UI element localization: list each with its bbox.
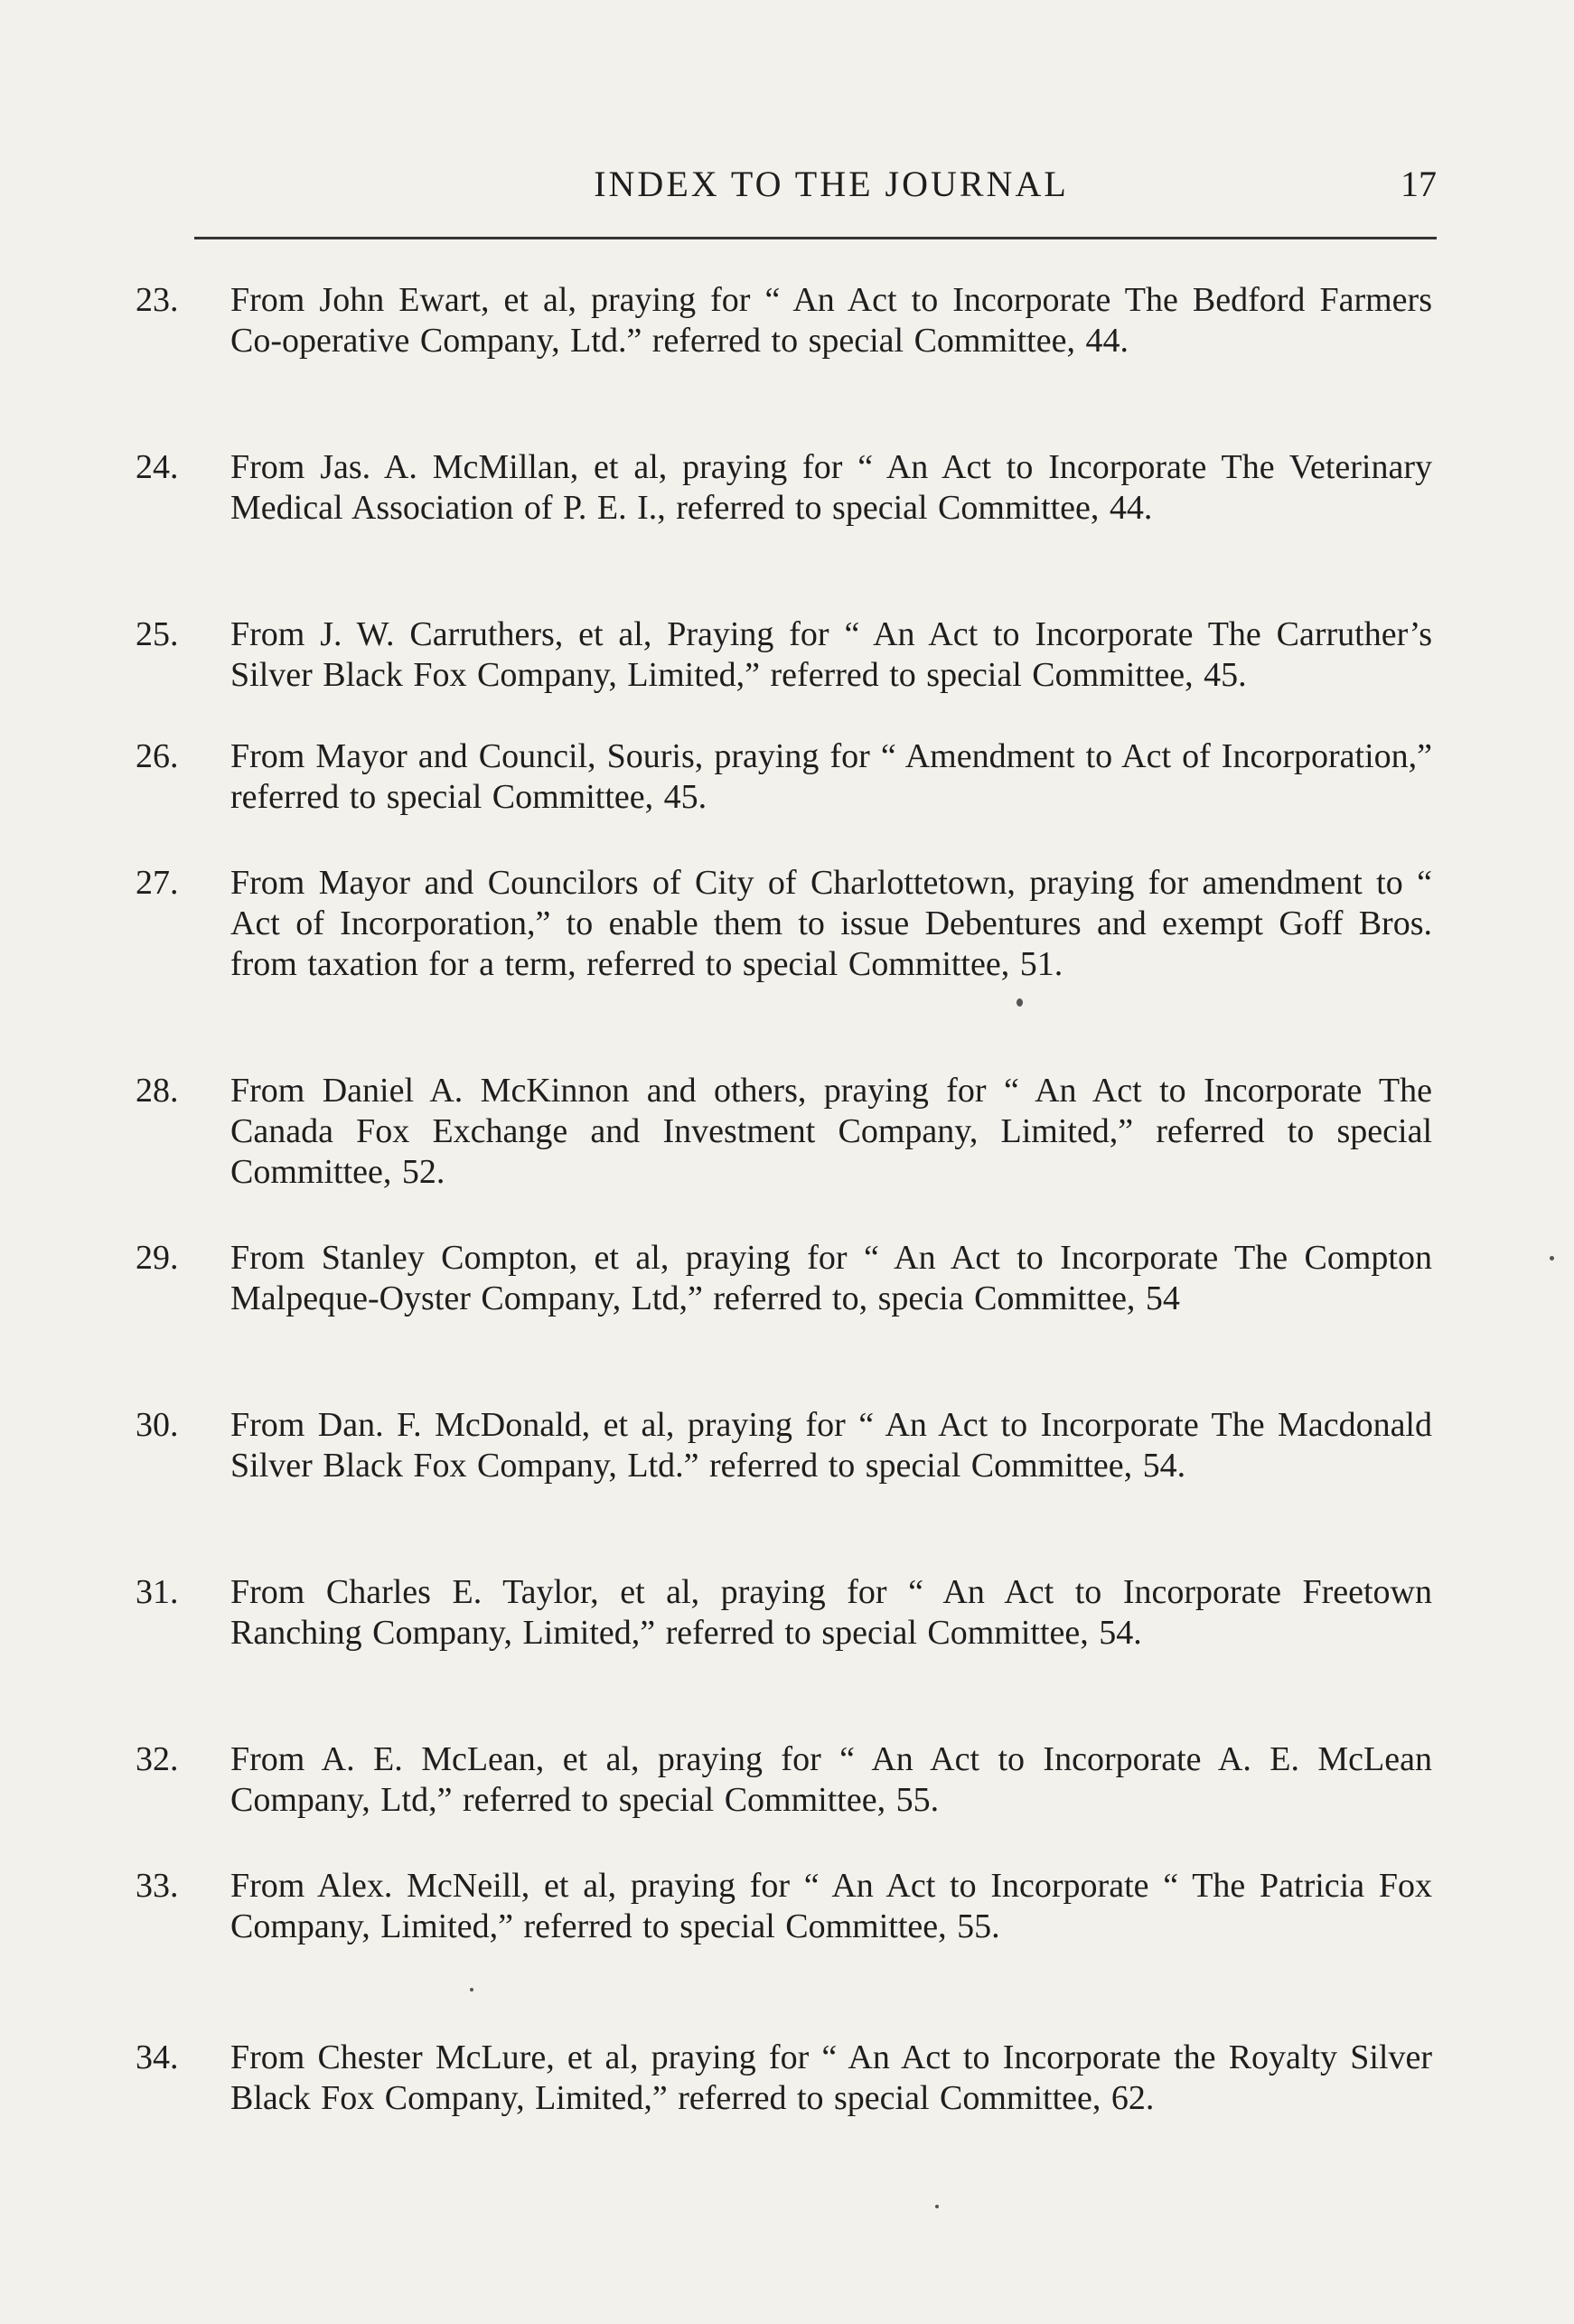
print-speck xyxy=(935,2205,939,2208)
entry-text: From Mayor and Council, Souris, praying for “ Amendment to Act of Incorporation,” referred to special Committee, 45. xyxy=(230,737,1432,816)
entry-number: 33. xyxy=(136,1867,179,1905)
entry-number: 25. xyxy=(136,615,179,653)
entry-number: 30. xyxy=(136,1406,179,1444)
entry-text: From Chester McLure, et al, praying for “ An Act to Incorporate the Royalty Silver Black Fox Company, Limited,” referred to special Committee, 62. xyxy=(230,2038,1432,2117)
print-speck xyxy=(1017,998,1023,1007)
entry-number: 29. xyxy=(136,1239,179,1277)
entry-text: From Stanley Compton, et al, praying for “ An Act to Incorporate The Compton Malpeque-Oyster Company, Ltd,” referred to, specia Committee, 54 xyxy=(230,1239,1432,1317)
entry-text: From Jas. A. McMillan, et al, praying for “ An Act to Incorporate The Veterinary Medical Association of P. E. I., referred to special Committee, 44. xyxy=(230,448,1432,527)
entry-text: From A. E. McLean, et al, praying for “ An Act to Incorporate A. E. McLean Company, Ltd,” referred to special Committee, 55. xyxy=(230,1740,1432,1819)
entry-number: 23. xyxy=(136,281,179,319)
entry-text: From J. W. Carruthers, et al, Praying for “ An Act to Incorporate The Carruther’s Silver Black Fox Company, Limited,” referred to special Committee, 45. xyxy=(230,615,1432,694)
entry-number: 28. xyxy=(136,1072,179,1110)
entry-number: 27. xyxy=(136,864,179,902)
entry-text: From John Ewart, et al, praying for “ An Act to Incorporate The Bedford Farmers Co-operative Company, Ltd.” referred to special Committee, 44. xyxy=(230,281,1432,360)
entry-number: 31. xyxy=(136,1573,179,1611)
page-number: 17 xyxy=(1401,164,1437,204)
entry-text: From Mayor and Councilors of City of Charlottetown, praying for amendment to “ Act of Incorporation,” to enable them to issue Debentures and exempt Goff Bros. from taxation for a term, referred to special Committee, 51. xyxy=(230,864,1432,983)
print-speck xyxy=(470,1988,473,1991)
page-header xyxy=(226,163,1437,217)
print-speck xyxy=(1550,1256,1554,1260)
entry-number: 26. xyxy=(136,737,179,775)
entry-text: From Daniel A. McKinnon and others, praying for “ An Act to Incorporate The Canada Fox Exchange and Investment Company, Limited,” referred to special Committee, 52. xyxy=(230,1072,1432,1191)
header-rule xyxy=(194,237,1437,239)
entry-number: 32. xyxy=(136,1740,179,1778)
entry-number: 34. xyxy=(136,2038,179,2076)
entry-number: 24. xyxy=(136,448,179,486)
page-title: INDEX TO THE JOURNAL xyxy=(594,164,1069,204)
entry-text: From Alex. McNeill, et al, praying for “ An Act to Incorporate “ The Patricia Fox Company, Limited,” referred to special Committee, 55. xyxy=(230,1867,1432,1945)
entry-text: From Charles E. Taylor, et al, praying for “ An Act to Incorporate Freetown Ranching Company, Limited,” referred to special Committee, 54. xyxy=(230,1573,1432,1652)
entry-text: From Dan. F. McDonald, et al, praying for “ An Act to Incorporate The Macdonald Silver Black Fox Company, Ltd.” referred to special Committee, 54. xyxy=(230,1406,1432,1485)
